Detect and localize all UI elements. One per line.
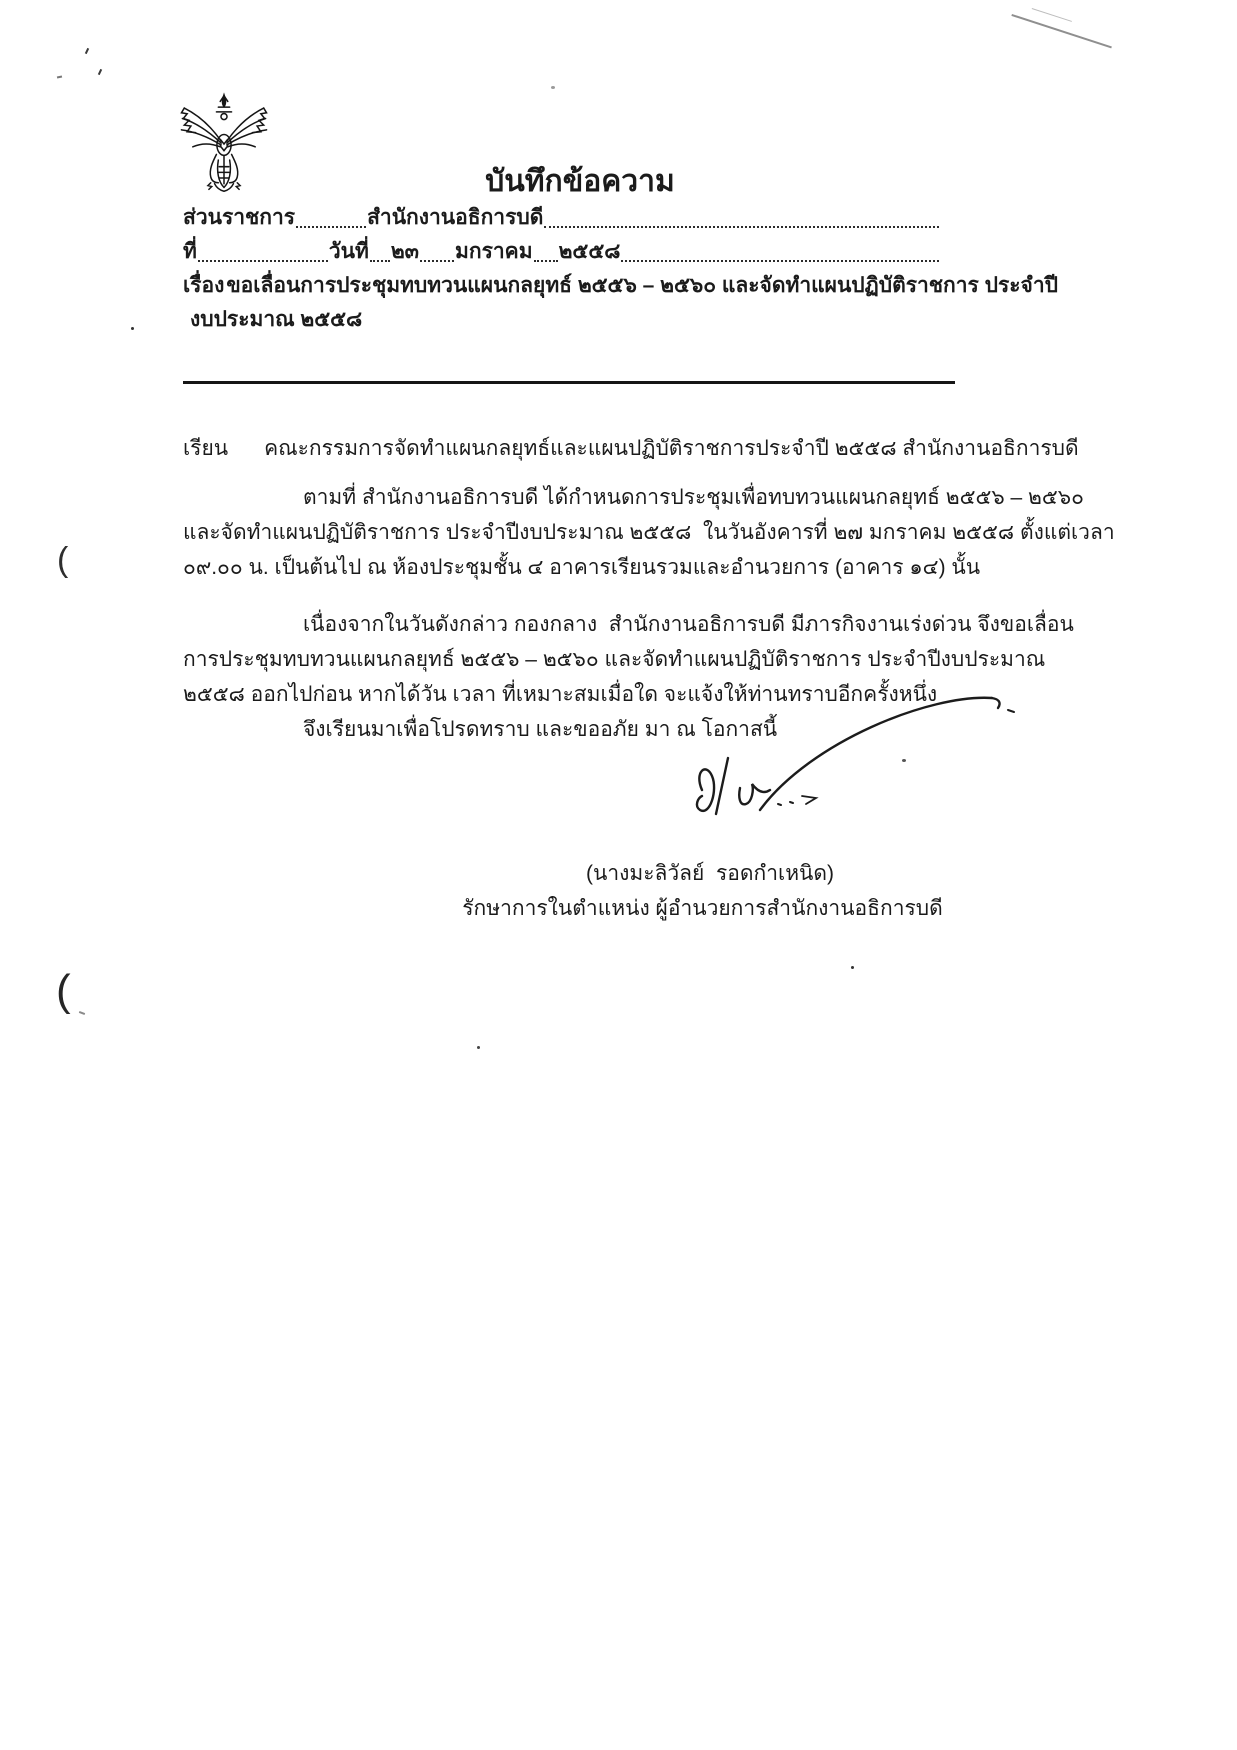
stray-paren-mark: ( [56, 966, 71, 1015]
stray-paren-mark: ( [57, 541, 69, 579]
date-month: มกราคม [455, 240, 533, 263]
dotted-leader [370, 256, 390, 262]
paragraph2-line1: เนื่องจากในวันดังกล่าว กองกลาง สำนักงานอธิการบดี มีภารกิจงานเร่งด่วน จึงขอเลื่อน [303, 613, 1074, 636]
signature-scribble-icon [640, 672, 1020, 852]
date-year: ๒๕๕๘ [558, 240, 621, 263]
dotted-leader [420, 256, 454, 262]
number-date-field-row [183, 237, 940, 267]
scan-dot-mark [477, 1046, 480, 1049]
dotted-leader [534, 256, 558, 262]
scan-mark [98, 69, 102, 75]
subject-line2: งบประมาณ ๒๕๕๘ [190, 308, 363, 331]
scan-mark [57, 76, 62, 79]
salutation-label: เรียน [183, 437, 229, 460]
subject-line1: ขอเลื่อนการประชุมทบทวนแผนกลยุทธ์ ๒๕๕๖ – ๒๕๖๐ และจัดทำแผนปฏิบัติราชการ ประจำปี [226, 274, 1058, 297]
signer-name: (นางมะลิวัลย์ รอดกำเหนิด) [585, 862, 835, 885]
scan-dot-mark [902, 759, 906, 762]
dotted-leader [544, 222, 939, 228]
scan-scratch-mark [1032, 8, 1072, 22]
dotted-leader [296, 222, 366, 228]
paragraph2-line2: การประชุมทบทวนแผนกลยุทธ์ ๒๕๕๖ – ๒๕๖๐ และจัดทำแผนปฏิบัติราชการ ประจำปีงบประมาณ [183, 648, 1046, 671]
salutation-row [183, 432, 1079, 465]
garuda-emblem-icon [176, 92, 272, 196]
date-label: วันที่ [328, 240, 369, 263]
signer-position: รักษาการในตำแหน่ง ผู้อำนวยการสำนักงานอธิการบดี [462, 897, 943, 920]
subject-label: เรื่อง [183, 274, 225, 297]
agency-field-row [183, 203, 940, 233]
paragraph2-line3: ๒๕๕๘ ออกไปก่อน หากได้วัน เวลา ที่เหมาะสมเมื่อใด จะแจ้งให้ท่านทราบอีกครั้งหนึ่ง [183, 683, 938, 706]
header-divider-rule [183, 381, 955, 384]
scan-dot-mark [551, 86, 555, 89]
scan-mark [79, 1011, 85, 1015]
salutation-recipient: คณะกรรมการจัดทำแผนกลยุทธ์และแผนปฏิบัติราชการประจำปี ๒๕๕๘ สำนักงานอธิการบดี [264, 437, 1079, 460]
memo-title: บันทึกข้อความ [485, 165, 675, 198]
scan-dot-mark [851, 966, 854, 969]
scan-scratch-mark [1011, 14, 1111, 48]
scan-dot-mark [131, 327, 134, 330]
date-day: ๒๓ [390, 240, 420, 263]
number-label: ที่ [183, 240, 197, 263]
paragraph1-line3: ๐๙.๐๐ น. เป็นต้นไป ณ ห้องประชุมชั้น ๔ อาคารเรียนรวมและอำนวยการ (อาคาร ๑๔) นั้น [183, 556, 981, 579]
paragraph1-line1: ตามที่ สำนักงานอธิการบดี ได้กำหนดการประชุมเพื่อทบทวนแผนกลยุทธ์ ๒๕๕๖ – ๒๕๖๐ [303, 486, 1084, 509]
subject-field-row [183, 271, 1058, 301]
agency-label: ส่วนราชการ [183, 206, 296, 229]
dotted-leader [621, 256, 939, 262]
agency-value: สำนักงานอธิการบดี [367, 206, 544, 229]
closing-line: จึงเรียนมาเพื่อโปรดทราบ และขออภัย มา ณ โอกาสนี้ [303, 718, 778, 741]
scan-mark [85, 48, 89, 54]
paragraph1-line2: และจัดทำแผนปฏิบัติราชการ ประจำปีงบประมาณ ๒๕๕๘ ในวันอังคารที่ ๒๗ มกราคม ๒๕๕๘ ตั้งแต่เวลา [183, 521, 1115, 544]
dotted-leader [198, 256, 328, 262]
